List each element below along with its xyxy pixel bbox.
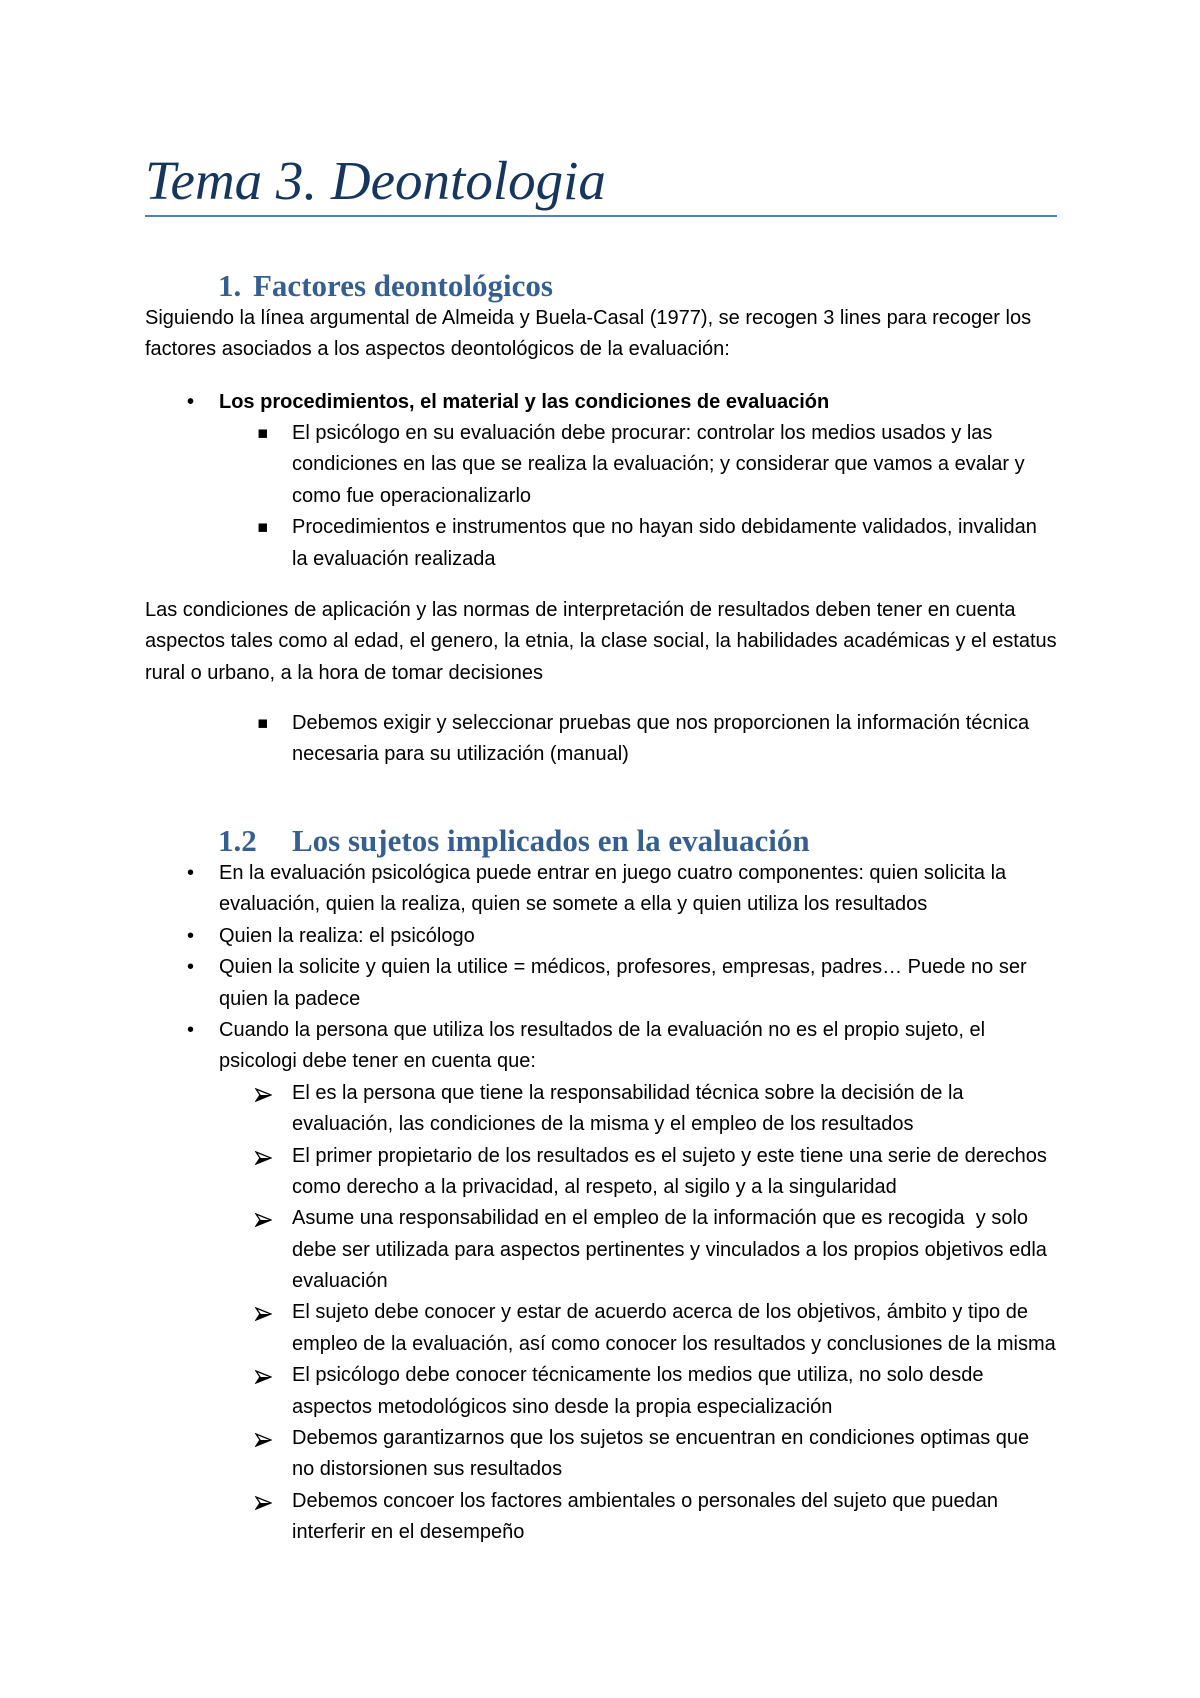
section-title: Factores deontológicos: [253, 268, 553, 303]
list-item: [0, 1141, 1200, 1204]
bullet-icon: •: [187, 862, 195, 884]
paragraph-line: rural o urbano, a la hora de tomar decisiones: [145, 661, 544, 684]
list-item-line: aspectos metodológicos sino desde la propia especialización: [292, 1395, 833, 1418]
list-item: [0, 1078, 1200, 1141]
list-item-line: quien la padece: [219, 987, 361, 1010]
bullet-icon: •: [187, 956, 195, 979]
list-item-line: El es la persona que tiene la responsabilidad técnica sobre la decisión de la: [292, 1081, 964, 1104]
list-item-line: En la evaluación psicológica puede entrar en juego cuatro componentes: quien solicita la: [219, 862, 1007, 884]
list-item: [0, 512, 1200, 575]
page-title: Tema 3. Deontologia: [145, 150, 606, 211]
body-paragraph: [0, 595, 1200, 689]
arrow-bullet-icon: [255, 1213, 272, 1227]
list-item: [0, 1360, 1200, 1423]
list-item-line: Debemos concoer los factores ambientales o personales del sujeto que puedan: [292, 1489, 998, 1512]
arrow-bullet-icon: [255, 1307, 272, 1321]
list-item: [0, 418, 1200, 512]
list-item-line: condiciones en las que se realiza la evaluación; y considerar que vamos a evalar y: [292, 453, 1025, 476]
list-item-line: evaluación, las condiciones de la misma y el empleo de los resultados: [292, 1113, 914, 1136]
arrow-bullet-icon: [255, 1088, 272, 1102]
list-item-line: El psicólogo en su evaluación debe procurar: controlar los medios usados y las: [292, 422, 993, 444]
list-item-line: Debemos garantizarnos que los sujetos se encuentran en condiciones optimas que: [292, 1427, 1030, 1450]
list-item: [0, 952, 1200, 1015]
list-item-line: como derecho a la privacidad, al respeto, al sigilo y a la singularidad: [292, 1175, 897, 1198]
list-item-text: Los procedimientos, el material y las condiciones de evaluación: [219, 391, 830, 413]
section-number: 1.: [218, 268, 242, 303]
list-item-line: Asume una responsabilidad en el empleo de la información que es recogida y solo: [292, 1207, 1029, 1230]
list-item-line: psicologi debe tener en cuenta que:: [219, 1050, 536, 1073]
list-item: [0, 921, 1200, 952]
list-item-line: la evaluación realizada: [292, 547, 496, 570]
list-item: [0, 1297, 1200, 1360]
list-item-line: Cuando la persona que utiliza los resultados de la evaluación no es el propio sujeto, el: [219, 1018, 986, 1041]
arrow-bullet-icon: [255, 1496, 272, 1510]
list-item-line: debe ser utilizada para aspectos pertinentes y vinculados a los propios objetivos edla: [292, 1238, 1047, 1261]
list-item-line: Debemos exigir y seleccionar pruebas que nos proporcionen la información técnica: [292, 712, 1030, 734]
list-item: [0, 1486, 1200, 1549]
list-item-line: El primer propietario de los resultados es el sujeto y este tiene una serie de derechos: [292, 1144, 1047, 1167]
section-title: Los sujetos implicados en la evaluación: [292, 823, 810, 858]
list-item: [0, 387, 1200, 418]
bullet-icon: •: [187, 391, 195, 413]
list-item-line: interferir en el desempeño: [292, 1521, 525, 1544]
square-bullet-icon: ▪: [257, 713, 269, 733]
list-item-line: no distorsionen sus resultados: [292, 1458, 563, 1481]
list-item-line: Quien la solicite y quien la utilice = médicos, profesores, empresas, padres… Puede no ser: [219, 956, 1027, 979]
paragraph-line: Siguiendo la línea argumental de Almeida y Buela-Casal (1977), se recogen 3 lines para recoger los: [145, 307, 1032, 329]
bullet-list: [0, 858, 1200, 1549]
list-item: [0, 708, 1200, 771]
list-item: [0, 1015, 1200, 1078]
title-underline-rule: [145, 215, 1057, 217]
list-item-line: necesaria para su utilización (manual): [292, 743, 629, 766]
list-item: [0, 1203, 1200, 1297]
arrow-bullet-icon: [255, 1370, 272, 1384]
bullet-icon: •: [187, 1018, 195, 1041]
paragraph-line: Las condiciones de aplicación y las normas de interpretación de resultados deben tener en cuenta: [145, 599, 1016, 621]
square-bullet-icon: ▪: [257, 517, 269, 538]
list-item-line: El psicólogo debe conocer técnicamente los medios que utiliza, no solo desde: [292, 1364, 984, 1387]
paragraph-line: factores asociados a los aspectos deontológicos de la evaluación:: [145, 338, 730, 361]
bullet-icon: •: [187, 924, 195, 947]
sub-bullet-list: [0, 708, 1200, 771]
arrow-bullet-icon: [255, 1433, 272, 1447]
section-number: 1.2: [218, 823, 257, 858]
list-item-line: Quien la realiza: el psicólogo: [219, 924, 475, 947]
list-item-line: Procedimientos e instrumentos que no hayan sido debidamente validados, invalidan: [292, 516, 1037, 539]
list-item-line: como fue operacionalizarlo: [292, 484, 532, 507]
list-item-line: evaluación, quien la realiza, quien se somete a ella y quien utiliza los resultados: [219, 893, 928, 916]
square-bullet-icon: ▪: [257, 423, 269, 443]
paragraph-line: aspectos tales como al edad, el genero, la etnia, la clase social, la habilidades académicas y el estatus: [145, 630, 1057, 653]
list-item: [0, 858, 1200, 921]
sub-bullet-list: [0, 418, 1200, 575]
list-item: [0, 1423, 1200, 1486]
list-item-line: empleo de la evaluación, así como conocer los resultados y conclusiones de la misma: [292, 1332, 1056, 1355]
list-item-line: El sujeto debe conocer y estar de acuerdo acerca de los objetivos, ámbito y tipo de: [292, 1301, 1028, 1324]
bullet-list: [0, 387, 1200, 418]
arrow-bullet-icon: [255, 1151, 272, 1165]
list-item-line: evaluación: [292, 1270, 388, 1293]
intro-paragraph: [0, 303, 1200, 366]
